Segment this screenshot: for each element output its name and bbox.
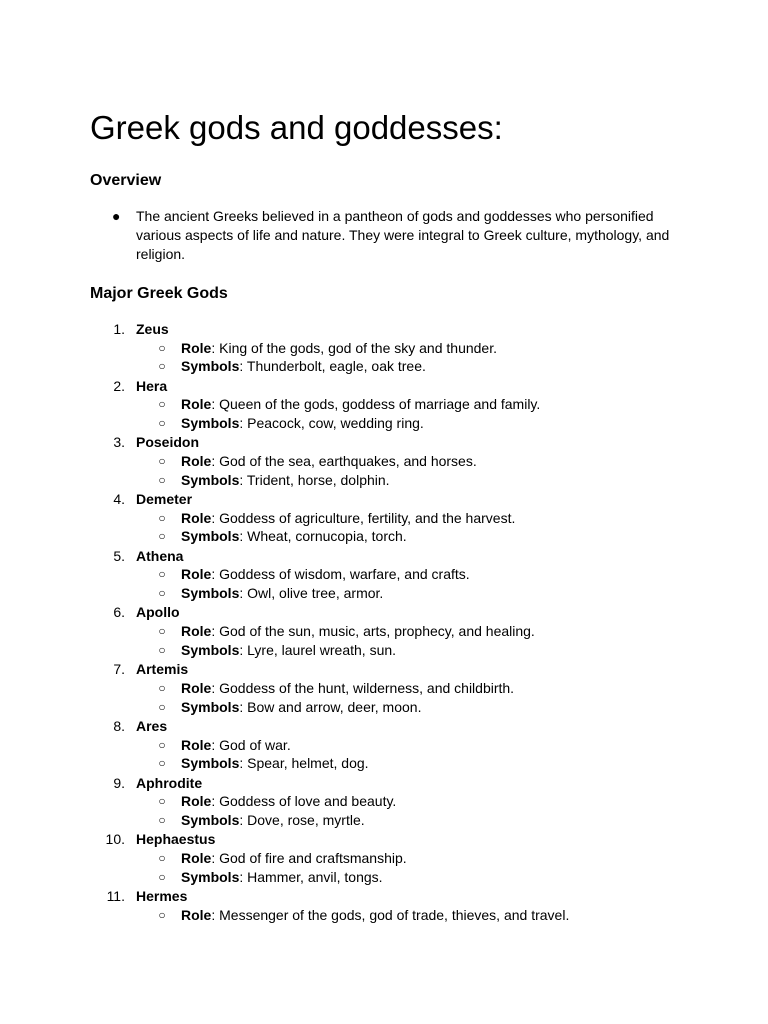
god-role-text: [181, 736, 291, 755]
god-name: Poseidon: [136, 434, 200, 451]
hollow-bullet-icon: ○: [158, 850, 166, 865]
overview-bullet-text: The ancient Greeks believed in a pantheon of gods and goddesses who personified various aspects of life and nature. They were integral to Greek culture, mythology, and religion.: [136, 208, 670, 262]
hollow-bullet-icon: ○: [158, 642, 166, 657]
hollow-bullet-icon: ○: [158, 454, 166, 469]
list-number: 6.: [113, 604, 125, 621]
god-symbols-label: Symbols: [181, 585, 240, 602]
list-item: [0, 830, 768, 887]
god-role-label: Role: [181, 623, 212, 640]
hollow-bullet-icon: ○: [158, 907, 166, 922]
god-role-label: Role: [181, 906, 212, 923]
god-symbols-value: : Peacock, cow, wedding ring.: [239, 415, 424, 432]
hollow-bullet-icon: ○: [158, 567, 166, 582]
god-symbols-value: : Thunderbolt, eagle, oak tree.: [239, 358, 426, 375]
god-role-text: [181, 565, 470, 584]
list-number: 5.: [113, 547, 125, 564]
god-symbols-value: : Trident, horse, dolphin.: [239, 471, 390, 488]
god-symbols-value: : Hammer, anvil, tongs.: [239, 868, 383, 885]
god-symbols-label: Symbols: [181, 868, 240, 885]
list-number: 4.: [113, 491, 125, 508]
god-role-value: : God of the sun, music, arts, prophecy, and healing.: [211, 623, 535, 640]
hollow-bullet-icon: ○: [158, 812, 166, 827]
god-role-value: : Goddess of agriculture, fertility, and the harvest.: [211, 509, 516, 526]
god-symbols-text: [181, 584, 383, 603]
god-name: Hera: [136, 377, 168, 394]
list-number: 10.: [105, 831, 125, 848]
god-name: Aphrodite: [136, 774, 203, 791]
god-symbols-text: [181, 357, 426, 376]
hollow-bullet-icon: ○: [158, 340, 166, 355]
hollow-bullet-icon: ○: [158, 756, 166, 771]
god-symbols-value: : Dove, rose, myrtle.: [239, 811, 365, 828]
god-name: Zeus: [136, 321, 169, 337]
hollow-bullet-icon: ○: [158, 869, 166, 884]
list-item: [0, 774, 768, 831]
god-symbols-label: Symbols: [181, 471, 240, 488]
list-number: 1.: [113, 321, 125, 337]
hollow-bullet-icon: ○: [158, 586, 166, 601]
god-symbols-label: Symbols: [181, 358, 240, 375]
list-number: 3.: [113, 434, 125, 451]
bullet-icon: ●: [112, 208, 121, 224]
list-item: [0, 377, 768, 434]
god-symbols-text: [181, 868, 383, 887]
hollow-bullet-icon: ○: [158, 359, 166, 374]
list-number: 2.: [113, 377, 125, 394]
god-name: Hermes: [136, 887, 188, 904]
god-role-label: Role: [181, 679, 212, 696]
overview-heading: Overview: [90, 172, 162, 189]
god-role-text: [181, 395, 540, 414]
god-role-text: [181, 679, 514, 698]
god-symbols-value: : Bow and arrow, deer, moon.: [239, 698, 422, 715]
god-role-text: [181, 792, 396, 811]
list-number: 7.: [113, 661, 125, 678]
god-name: Ares: [136, 717, 168, 734]
god-symbols-label: Symbols: [181, 415, 240, 432]
god-role-label: Role: [181, 453, 212, 470]
hollow-bullet-icon: ○: [158, 699, 166, 714]
god-name: Athena: [136, 547, 184, 564]
god-name: Artemis: [136, 661, 189, 678]
document-title: Greek gods and goddesses:: [90, 109, 503, 146]
god-role-value: : God of fire and craftsmanship.: [211, 849, 407, 866]
god-role-label: Role: [181, 509, 212, 526]
god-role-label: Role: [181, 396, 212, 413]
hollow-bullet-icon: ○: [158, 472, 166, 487]
god-role-value: : Goddess of the hunt, wilderness, and childbirth.: [211, 679, 515, 696]
god-role-value: : God of war.: [211, 736, 291, 753]
list-number: 8.: [113, 717, 125, 734]
god-name: Apollo: [136, 604, 180, 621]
god-symbols-value: : Wheat, cornucopia, torch.: [239, 528, 407, 545]
god-role-label: Role: [181, 339, 212, 356]
god-symbols-text: [181, 754, 369, 773]
list-item: [0, 490, 768, 547]
god-role-value: : Goddess of wisdom, warfare, and crafts.: [211, 566, 470, 583]
god-role-value: : God of the sea, earthquakes, and horses.: [211, 453, 477, 470]
god-name: Hephaestus: [136, 831, 216, 848]
major-gods-heading: Major Greek Gods: [90, 285, 228, 302]
god-symbols-text: [181, 471, 390, 490]
god-symbols-label: Symbols: [181, 528, 240, 545]
god-symbols-text: [181, 811, 365, 830]
hollow-bullet-icon: ○: [158, 529, 166, 544]
hollow-bullet-icon: ○: [158, 416, 166, 431]
hollow-bullet-icon: ○: [158, 397, 166, 412]
god-role-value: : Messenger of the gods, god of trade, thieves, and travel.: [211, 906, 570, 923]
god-role-label: Role: [181, 736, 212, 753]
hollow-bullet-icon: ○: [158, 737, 166, 752]
god-role-value: : Queen of the gods, goddess of marriage and family.: [211, 396, 541, 413]
god-role-value: : Goddess of love and beauty.: [211, 793, 397, 810]
list-item: [0, 547, 768, 604]
list-item: [0, 887, 768, 944]
god-name: Demeter: [136, 491, 193, 508]
god-symbols-value: : Owl, olive tree, armor.: [239, 585, 384, 602]
god-symbols-text: [181, 527, 407, 546]
god-role-text: [181, 622, 535, 641]
hollow-bullet-icon: ○: [158, 510, 166, 525]
god-role-text: [181, 339, 497, 358]
god-symbols-label: Symbols: [181, 641, 240, 658]
god-role-value: : King of the gods, god of the sky and thunder.: [211, 339, 497, 356]
god-role-text: [181, 509, 515, 528]
gods-list: [0, 320, 768, 944]
god-role-text: [181, 452, 477, 471]
god-role-label: Role: [181, 566, 212, 583]
list-item: [0, 717, 768, 774]
god-symbols-value: : Lyre, laurel wreath, sun.: [239, 641, 397, 658]
god-symbols-label: Symbols: [181, 755, 240, 772]
list-item: [0, 433, 768, 490]
list-number: 9.: [113, 774, 125, 791]
god-role-text: [181, 849, 407, 868]
god-role-label: Role: [181, 793, 212, 810]
hollow-bullet-icon: ○: [158, 624, 166, 639]
god-symbols-text: [181, 698, 421, 717]
hollow-bullet-icon: ○: [158, 794, 166, 809]
god-role-label: Role: [181, 849, 212, 866]
god-symbols-value: : Spear, helmet, dog.: [239, 755, 369, 772]
list-item: [0, 320, 768, 377]
list-item: [0, 603, 768, 660]
hollow-bullet-icon: ○: [158, 680, 166, 695]
god-symbols-text: [181, 641, 396, 660]
list-number: 11.: [106, 887, 125, 904]
god-symbols-label: Symbols: [181, 698, 240, 715]
god-symbols-text: [181, 414, 424, 433]
list-item: [0, 660, 768, 717]
god-role-text: [181, 906, 569, 925]
god-symbols-label: Symbols: [181, 811, 240, 828]
